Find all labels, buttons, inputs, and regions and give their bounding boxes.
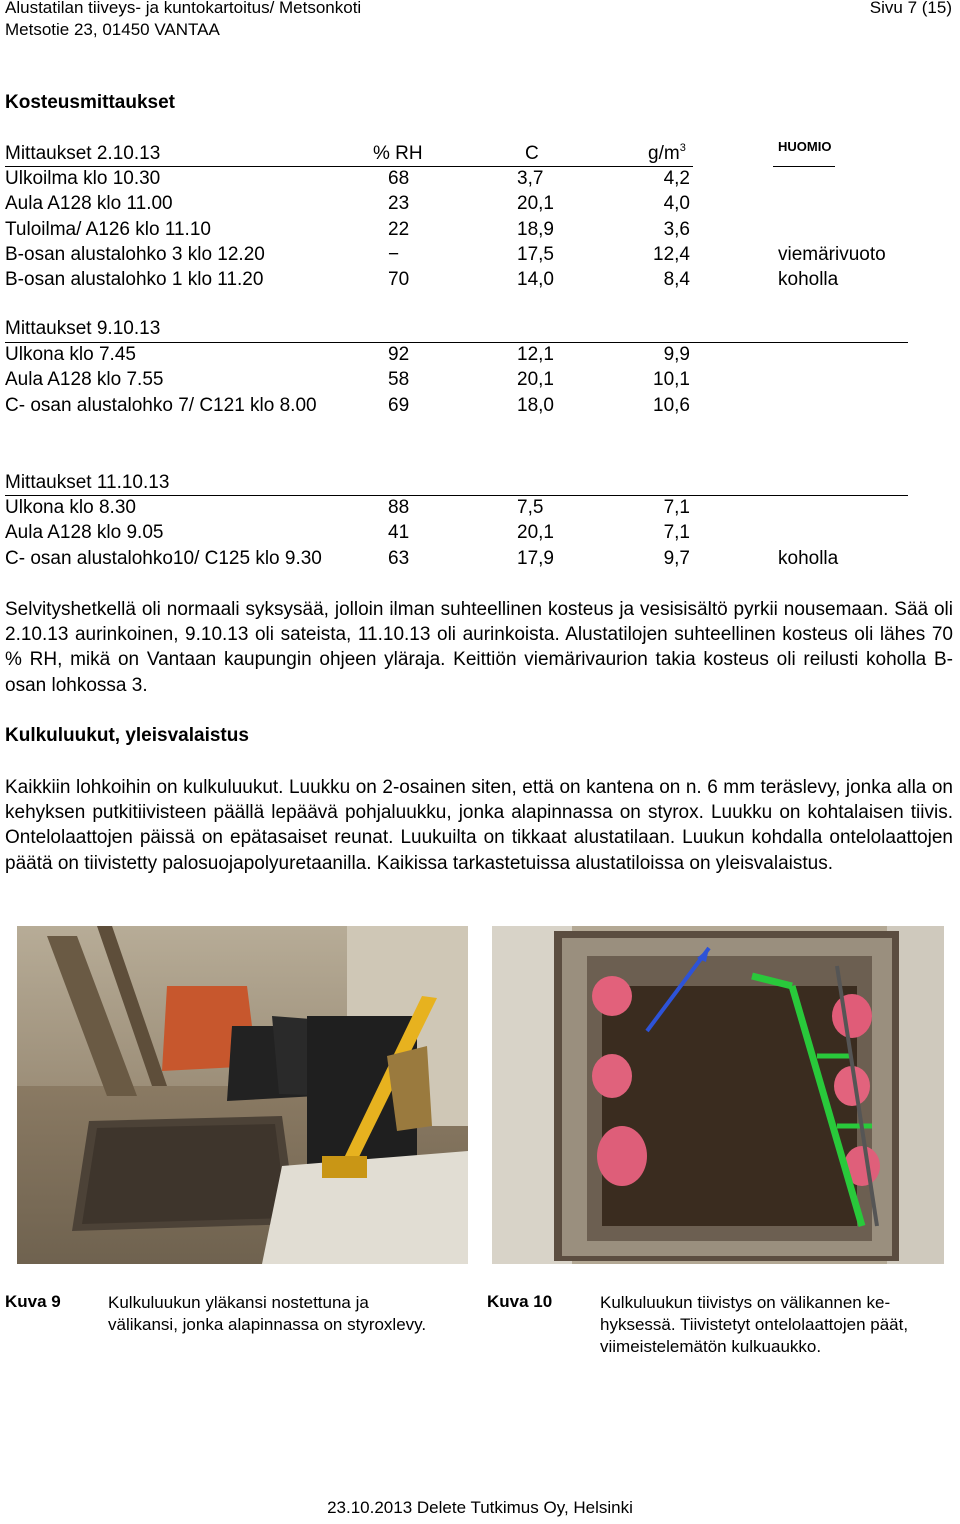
- cell-rh: 69: [388, 394, 410, 416]
- column-celsius: C: [525, 143, 539, 164]
- cell-gm3: 8,4: [663, 269, 690, 291]
- photo-hatch-frame-drawing: [492, 926, 944, 1264]
- row-label: Aula A128 klo 9.05: [5, 522, 164, 544]
- measurement-row: [5, 269, 915, 294]
- cell-rh: 41: [388, 522, 410, 544]
- cell-gm3: 4,0: [663, 193, 690, 215]
- figure-caption-9: Kulkuluukun yläkansi nostettuna ja välikansi, jonka alapinnassa on styroxlevy.: [108, 1293, 427, 1334]
- measurement-row: [5, 193, 915, 218]
- cell-rh: 68: [388, 168, 410, 189]
- measurement-row: [5, 219, 915, 244]
- row-label: C- osan alustalohko10/ C125 klo 9.30: [5, 547, 322, 569]
- row-label: B-osan alustalohko 3 klo 12.20: [5, 243, 265, 265]
- group-title: Mittaukset 11.10.13: [5, 472, 170, 493]
- cell-rh: 63: [388, 547, 410, 569]
- group-title: Mittaukset 2.10.13: [5, 143, 161, 164]
- cell-rh: 92: [388, 344, 410, 365]
- measurement-group-header: [5, 472, 915, 497]
- figure-label-10: Kuva 10: [487, 1292, 553, 1311]
- row-label: Ulkona klo 7.45: [5, 344, 136, 365]
- hatches-paragraph: Kaikkiin lohkoihin on kulkuluukut. Luukku on 2-osainen siten, että on kantena on n. 6 mm teräslevy, jonka alla on kehyksen putkitiivisteen päällä lepäävä pohjaluukku, jonka alapinnassa on styrox. Luukku on kohtalaisen tiivis. Ontelolaattojen päissä on epätasaiset reunat. Luukuilta on tikkaat alustatilaan. Luukun kohdalla ontelolaattojen päätä on tiivistetty palosuojapolyuretaanilla. Kaikissa tarkastetuissa alustatiloissa on yleisvalaistus.: [5, 777, 953, 874]
- column-rh: % RH: [373, 143, 423, 164]
- cell-note: koholla: [778, 547, 839, 569]
- document-title: Alustatilan tiiveys- ja kuntokartoitus/ Metsonkoti: [5, 0, 362, 17]
- row-label: Aula A128 klo 11.00: [5, 193, 173, 215]
- figure-label-9: Kuva 9: [5, 1292, 61, 1311]
- moisture-paragraph: Selvityshetkellä oli normaali syksysää, jolloin ilman suhteellinen kosteus ja vesisisältö pyrkii nousemaan. Sää oli 2.10.13 aurinkoinen, 9.10.13 oli sateista, 11.10.13 oli aurinkoista. Alustatilojen suhteellinen kosteus oli lähes 70 % RH, mikä on Vantaan kaupungin ohjeen yläraja. Keittiön viemärivaurion takia kosteus oli reilusti koholla B-osan lohkossa 3.: [5, 599, 953, 696]
- page-number: Sivu 7 (15): [869, 0, 952, 17]
- measurement-row: [5, 244, 915, 269]
- cell-gm3: 12,4: [653, 243, 690, 265]
- cell-gm3: 7,1: [663, 522, 690, 544]
- measurement-row: [5, 344, 915, 369]
- cell-gm3: 3,6: [663, 218, 690, 240]
- photo-hatch-lid: [17, 926, 468, 1264]
- measurement-row: [5, 497, 915, 522]
- cell-celsius: 7,5: [517, 497, 544, 518]
- section-heading-hatches: Kulkuluukut, yleisvalaistus: [5, 725, 249, 746]
- cell-celsius: 3,7: [517, 168, 544, 189]
- cell-rh: 22: [388, 218, 410, 240]
- cell-gm3: 4,2: [663, 168, 690, 189]
- measurement-row: [5, 395, 915, 420]
- row-label: Ulkona klo 8.30: [5, 497, 136, 518]
- cell-celsius: 18,9: [517, 218, 554, 240]
- measurement-group-header: [5, 139, 915, 168]
- measurement-row: [5, 522, 915, 547]
- cell-rh: −: [388, 243, 400, 265]
- underline: [5, 342, 908, 343]
- measurement-group-header: [5, 318, 915, 343]
- row-label: Tuloilma/ A126 klo 11.10: [5, 218, 211, 240]
- measurement-row: [5, 548, 915, 573]
- cell-gm3: 7,1: [663, 497, 690, 518]
- cell-gm3: 9,7: [663, 547, 690, 569]
- photo-hatch-lid-drawing: [17, 926, 468, 1264]
- address: Metsotie 23, 01450 VANTAA: [5, 20, 220, 39]
- photo-hatch-frame: [492, 926, 944, 1264]
- cell-gm3: 10,6: [653, 394, 690, 416]
- cell-celsius: 12,1: [517, 344, 554, 365]
- cell-gm3: 9,9: [663, 344, 690, 365]
- group-title: Mittaukset 9.10.13: [5, 318, 161, 339]
- underline: [5, 495, 908, 496]
- row-label: C- osan alustalohko 7/ C121 klo 8.00: [5, 394, 317, 416]
- row-label: Ulkoilma klo 10.30: [5, 168, 161, 189]
- column-note: HUOMIO: [778, 139, 832, 154]
- underline: [5, 166, 693, 167]
- section-heading-moisture: Kosteusmittaukset: [5, 92, 175, 113]
- cell-gm3: 10,1: [653, 369, 690, 391]
- footer: 23.10.2013 Delete Tutkimus Oy, Helsinki: [327, 1498, 633, 1517]
- cell-celsius: 17,5: [517, 243, 554, 265]
- cell-celsius: 20,1: [517, 522, 554, 544]
- cell-celsius: 14,0: [517, 269, 554, 291]
- cell-note: koholla: [778, 269, 839, 291]
- cell-rh: 70: [388, 269, 410, 291]
- measurement-row: [5, 168, 915, 193]
- row-label: Aula A128 klo 7.55: [5, 369, 164, 391]
- cell-celsius: 20,1: [517, 193, 554, 215]
- cell-rh: 58: [388, 369, 410, 391]
- figure-caption-10: Kulkuluukun tiivistys on välikannen kehyksessä. Tiivistetyt ontelolaattojen päät, viimeistelemätön kulkuaukko.: [600, 1293, 909, 1356]
- row-label: B-osan alustalohko 1 klo 11.20: [5, 269, 264, 291]
- cell-celsius: 18,0: [517, 394, 554, 416]
- cell-note: viemärivuoto: [778, 243, 886, 265]
- cell-rh: 88: [388, 497, 410, 518]
- cell-celsius: 20,1: [517, 369, 554, 391]
- cell-rh: 23: [388, 193, 410, 215]
- underline: [773, 166, 835, 167]
- cell-celsius: 17,9: [517, 547, 554, 569]
- column-gm3: $g/m^3$: [648, 142, 686, 164]
- measurement-row: [5, 369, 915, 394]
